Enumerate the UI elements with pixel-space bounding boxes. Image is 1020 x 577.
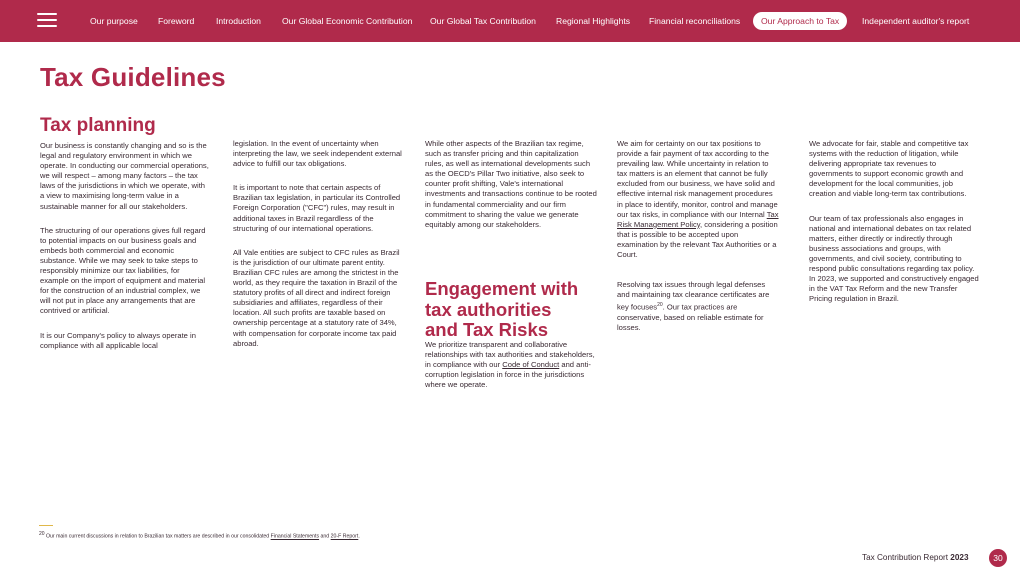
nav-item-regional-highlights[interactable]: Regional Highlights (556, 16, 631, 26)
paragraph: Our business is constantly changing and so is the legal and regulatory environment in which we operate. In conducting our commercial operations, we will respect – among many factors – the tax laws of the jurisdictions in which we operate, with a view to maximising long-term value in a sustainable manner for all our stakeholders. (40, 141, 209, 211)
paragraph (617, 280, 779, 333)
nav-item-global-economic-contribution[interactable]: Our Global Economic Contribution (282, 16, 413, 26)
text: We prioritize transparent and collaborative relationships with tax authorities and stakeholders, in compliance with our (425, 340, 595, 370)
20f-report-link[interactable]: 20-F Report (330, 533, 359, 540)
heading-line: tax authorities (425, 298, 552, 320)
report-title (862, 553, 969, 562)
paragraph: It is important to note that certain aspects of Brazilian tax legislation, in particular its Controlled Foreign Corporation ("CFC") rules, may result in additional taxes in Brazil regardless of the structuring of our international operations. (233, 183, 401, 233)
engagement-body (425, 340, 597, 399)
text: Tax Contribution Report (862, 553, 949, 562)
report-year: 2023 (950, 553, 969, 562)
nav-item-our-purpose[interactable]: Our purpose (90, 16, 138, 26)
text: , considering a position that is possible to be accepted upon examination by the relevant Tax Authorities or a Court. (617, 219, 778, 260)
column-4 (617, 139, 779, 342)
paragraph: It is our Company's policy to always operate in compliance with all applicable local (40, 330, 196, 350)
footnote-reference: 20 (657, 302, 663, 309)
column-5 (809, 139, 979, 313)
heading-line: Engagement with (425, 278, 579, 299)
paragraph: Our team of tax professionals also engages in national and international debates on tax related matters, either directly or indirectly through business associations and groups, with governments, and civil society, contributing to respond public consultations regarding tax policy. In 2023, we supported and constructively engaged in the VAT Tax Reform and the new Transfer Pricing regulation in Brazil. (809, 213, 979, 304)
nav-item-independent-auditors-report[interactable]: Independent auditor's report (862, 16, 970, 26)
nav-item-global-tax-contribution[interactable]: Our Global Tax Contribution (430, 16, 536, 26)
section-heading-engagement (425, 279, 578, 341)
nav-item-introduction[interactable]: Introduction (216, 16, 261, 26)
footnote-number: 20 (39, 531, 45, 537)
page-number: 30 (989, 549, 1007, 567)
heading-line: and Tax Risks (425, 319, 549, 340)
code-of-conduct-link[interactable]: Code of Conduct (502, 360, 560, 370)
column-2 (233, 139, 403, 358)
column-3 (425, 139, 597, 239)
text: Our main current discussions in relation to Brazilian tax matters are described in our consolidated (44, 533, 271, 540)
text: . Our tax practices are conservative, based on reliable estimate for losses. (617, 302, 764, 333)
text: and anti-corruption legislation in force in the jurisdictions where we operate. (425, 360, 591, 390)
column-1 (40, 141, 210, 360)
paragraph (617, 139, 779, 260)
text: . (358, 533, 360, 540)
nav-item-financial-reconciliations[interactable]: Financial reconciliations (649, 16, 741, 26)
paragraph (425, 340, 597, 390)
text: and (319, 533, 331, 540)
paragraph: The structuring of our operations gives full regard to potential impacts on our business goals and embeds both commercial and economic substance. While we may seek to take steps to responsibly minimize our tax liabilities, for example on the import of equipment and material for the construction of an industrial complex, we will not put in place any arrangements that are contrived or artificial. (40, 225, 206, 316)
paragraph: legislation. In the event of uncertainty when interpreting the law, we seek independent external advice to fulfill our tax obligations. (233, 139, 402, 169)
top-navigation-bar (0, 0, 1020, 42)
paragraph: We advocate for fair, stable and competitive tax systems with the reduction of litigation, while delivering appropriate tax revenues to governments to support economic growth and development for the local communities, job creation and viable long-term tax contributions. (809, 139, 969, 199)
footnote (39, 531, 360, 540)
menu-icon[interactable] (37, 13, 57, 27)
page-title: Tax Guidelines (40, 62, 226, 92)
section-heading-tax-planning: Tax planning (40, 115, 156, 136)
tax-risk-management-policy-link[interactable]: Tax Risk Management Policy (617, 209, 779, 229)
nav-item-foreword[interactable]: Foreword (158, 16, 195, 26)
paragraph: While other aspects of the Brazilian tax regime, such as transfer pricing and thin capitalization rules, as well as international developments such as the OECD's Pillar Two initiative, also seek to counter profit shifting, Vale's international investments and transactions continue to be rooted in fundamental commerciality and our firm commitment to sharing the value we generate equitably among our stakeholders. (425, 139, 597, 229)
text: We aim for certainty on our tax positions to provide a fair payment of tax according to the prevailing law. While uncertainty in relation to tax matters is an element that cannot be fully excluded from our business, we have solid and effective internal risk management procedures in place to identify, monitor, control and manage our tax risks, in compliance with our Internal (617, 139, 778, 219)
financial-statements-link[interactable]: Financial Statements (270, 533, 320, 540)
paragraph: All Vale entities are subject to CFC rules as Brazil is the jurisdiction of our ultimate parent entity. Brazilian CFC rules are among the strictest in the world, as they require the taxation in Brazil of the statutory profits of all direct and indirect foreign subsidiaries and affiliates, regardless of their location. All such profits are taxable based on ownership percentage at a statutory rate of 34%, with compensation for corporate income tax paid abroad. (233, 247, 400, 348)
footnote-divider (39, 525, 53, 526)
text: Resolving tax issues through legal defenses and maintaining tax clearance certificates are key focuses (617, 280, 770, 312)
nav-item-our-approach-to-tax[interactable]: Our Approach to Tax (753, 12, 847, 30)
